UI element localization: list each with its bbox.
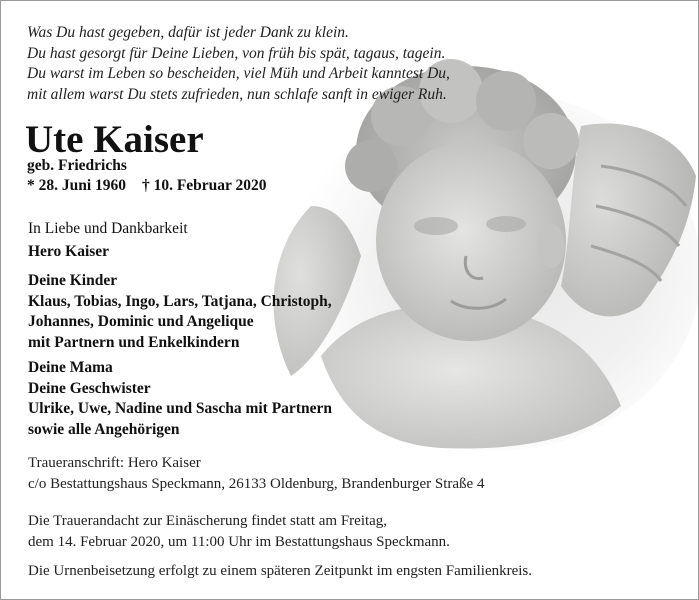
death-date: † 10. Februar 2020 — [141, 177, 267, 194]
ceremony-line: Die Trauerandacht zur Einäscherung findet statt am Freitag, — [28, 513, 388, 529]
family-line: sowie alle Angehörigen — [28, 420, 180, 438]
life-dates — [27, 177, 279, 195]
mourning-address — [28, 453, 484, 495]
address-line: c/o Bestattungshaus Speckmann, 26133 Oldenburg, Brandenburger Straße 4 — [28, 476, 485, 492]
family-line: Deine Geschwister — [28, 379, 151, 397]
family-line: Deine Mama — [28, 359, 113, 376]
urn-burial-info: Die Urnenbeisetzung erfolgt zu einem späteren Zeitpunkt im engsten Familienkreis. — [28, 563, 533, 579]
children-line: Klaus, Tobias, Ingo, Lars, Tatjana, Christoph, — [28, 292, 332, 310]
mourner-spouse: Hero Kaiser — [28, 243, 110, 260]
address-line: Traueranschrift: Hero Kaiser — [28, 455, 201, 471]
poem — [27, 23, 450, 105]
birth-name: geb. Friedrichs — [27, 157, 127, 174]
poem-line: Du warst im Leben so bescheiden, viel Müh und Arbeit kanntest Du, — [27, 65, 450, 82]
poem-line: mit allem warst Du stets zufrieden, nun schlafe sanft in ewiger Ruh. — [27, 85, 447, 103]
deceased-name: Ute Kaiser — [25, 118, 204, 161]
ceremony-line: dem 14. Februar 2020, um 11:00 Uhr im Bestattungshaus Speckmann. — [28, 534, 450, 550]
poem-line: Du hast gesorgt für Deine Lieben, von früh bis spät, tagaus, tagein. — [27, 44, 446, 62]
children-line: Johannes, Dominic und Angelique — [28, 313, 254, 330]
children-line: mit Partnern und Enkelkindern — [28, 333, 240, 351]
mourners-children — [28, 271, 332, 353]
ceremony-info — [28, 511, 450, 553]
mourners-intro: In Liebe und Dankbarkeit — [28, 220, 188, 237]
children-heading: Deine Kinder — [28, 272, 118, 289]
poem-line: Was Du hast gegeben, dafür ist jeder Dank zu klein. — [27, 24, 349, 41]
mourners-family — [28, 358, 332, 440]
birth-date: * 28. Juni 1960 — [27, 177, 127, 194]
family-line: Ulrike, Uwe, Nadine und Sascha mit Partnern — [28, 400, 332, 417]
